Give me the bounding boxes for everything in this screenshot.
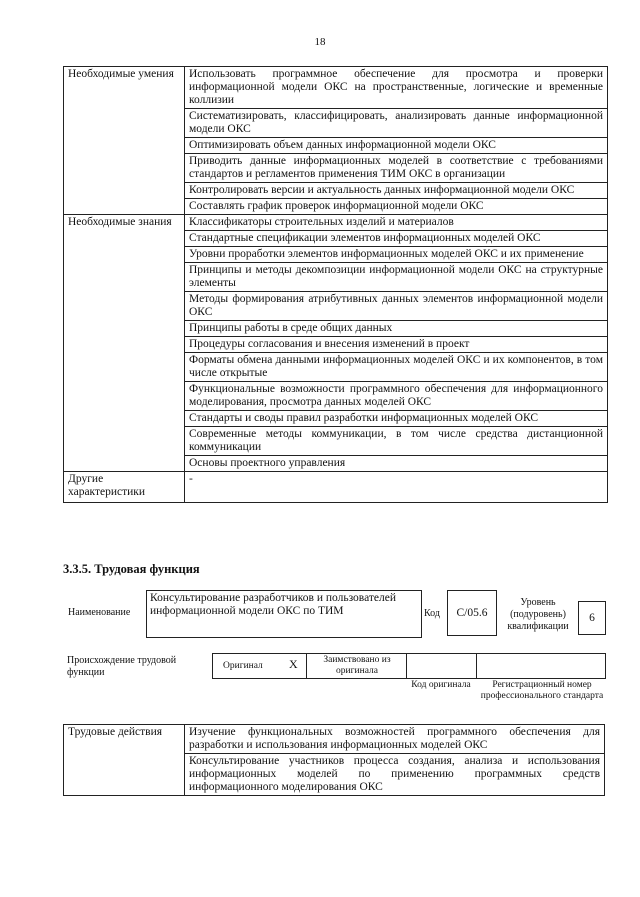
borrowed-box (306, 653, 407, 679)
table-row (64, 215, 608, 231)
code-caption: Код оригинала (411, 680, 471, 690)
actions-table (63, 724, 605, 796)
table-cell: Стандарты и своды правил разработки информационных моделей ОКС (185, 411, 608, 427)
reg-number-box (476, 653, 606, 679)
table-cell: Изучение функциональных возможностей программного обеспечения для разработки и использования информационных моделей ОКС (185, 725, 605, 754)
code-value: C/05.6 (456, 607, 488, 619)
table-cell: Принципы работы в среде общих данных (185, 321, 608, 337)
table-cell: Методы формирования атрибутивных данных элементов информационной модели ОКС (185, 292, 608, 321)
level-label: Уровень (подуровень) квалификации (507, 597, 569, 632)
name-label: Наименование (68, 607, 131, 618)
original-box (212, 653, 307, 679)
code-value-box (447, 590, 497, 636)
table-cell: Консультирование участников процесса создания, анализа и использования информационных моделей по применению программных средств информационного моделирования ОКС (185, 754, 605, 796)
actions-label: Трудовые действия (64, 725, 185, 796)
level-value: 6 (589, 612, 595, 624)
original-code-box (406, 653, 477, 679)
page-number: 18 (314, 36, 326, 48)
table-cell: Стандартные спецификации элементов информационных моделей ОКС (185, 231, 608, 247)
function-name: Консультирование разработчиков и пользователей информационной модели ОКС по ТИМ (150, 592, 397, 617)
table-cell: Приводить данные информационных моделей в соответствие с требованиями стандартов и регламентов применения ТИМ ОКС в организации (185, 154, 608, 183)
table-row (64, 725, 605, 754)
table-cell: Процедуры согласования и внесения изменений в проект (185, 337, 608, 353)
skills-table (63, 66, 608, 503)
table-cell: Контролировать версии и актуальность данных информационной модели ОКС (185, 183, 608, 199)
table-cell: Систематизировать, классифицировать, анализировать данные информационной модели ОКС (185, 109, 608, 138)
table-row (64, 67, 608, 109)
row-label-other: Другие характеристики (64, 472, 185, 503)
reg-caption: Регистрационный номер профессионального стандарта (480, 680, 604, 701)
table-cell: Оптимизировать объем данных информационной модели ОКС (185, 138, 608, 154)
table-cell: Уровни проработки элементов информационных моделей ОКС и их применение (185, 247, 608, 263)
table-cell: Основы проектного управления (185, 456, 608, 472)
table-row (64, 472, 608, 503)
row-label-knowledge: Необходимые знания (64, 215, 185, 472)
table-cell: - (185, 472, 608, 503)
table-cell: Классификаторы строительных изделий и материалов (185, 215, 608, 231)
level-value-box (578, 601, 606, 635)
row-label-skills: Необходимые умения (64, 67, 185, 215)
table-cell: Функциональные возможности программного обеспечения для информационного моделирования, просмотра данных моделей ОКС (185, 382, 608, 411)
table-cell: Использовать программное обеспечение для просмотра и проверки информационной модели ОКС на пространственные, логические и временные коллизии (185, 67, 608, 109)
origin-label: Происхождение трудовой функции (67, 655, 177, 678)
code-label: Код (424, 608, 440, 619)
table-cell: Форматы обмена данными информационных моделей ОКС и их компонентов, в том числе открытые (185, 353, 608, 382)
section-title: 3.3.5. Трудовая функция (63, 562, 200, 576)
original-label: Оригинал (223, 661, 263, 671)
table-cell: Принципы и методы декомпозиции информационной модели ОКС на структурные элементы (185, 263, 608, 292)
borrowed-label: Заимствовано из оригинала (323, 655, 391, 676)
table-cell: Современные методы коммуникации, в том числе средства дистанционной коммуникации (185, 427, 608, 456)
table-cell: Составлять график проверок информационной модели ОКС (185, 199, 608, 215)
function-name-box (146, 590, 422, 638)
original-mark: X (289, 657, 298, 671)
